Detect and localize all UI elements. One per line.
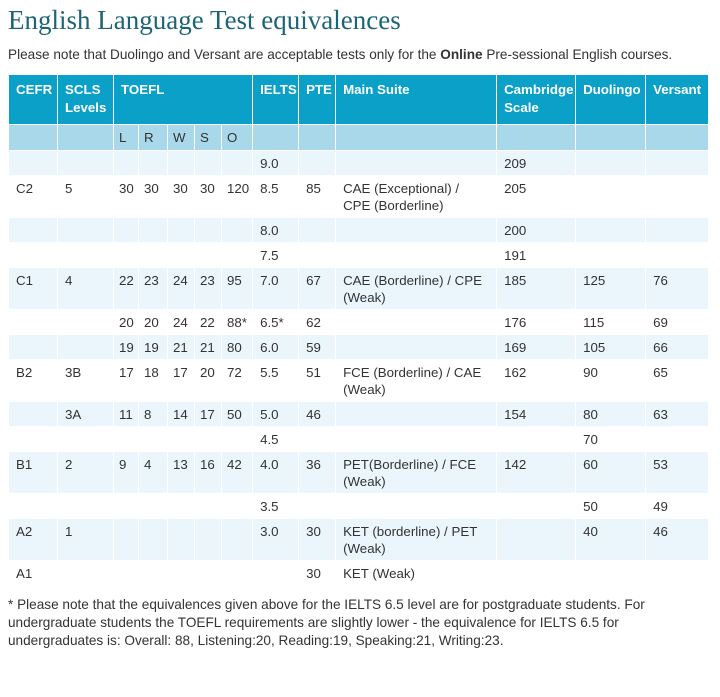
table-row (9, 402, 709, 427)
cell-toefl-l (114, 427, 139, 452)
cell-toefl-o (222, 151, 253, 176)
cell-cambridge: 154 (497, 402, 576, 427)
cell-ielts: 8.0 (253, 218, 299, 243)
cell-versant: 69 (646, 310, 709, 335)
cell-pte (299, 427, 336, 452)
subheader-empty (299, 125, 336, 151)
cell-toefl-l: 30 (114, 176, 139, 218)
cell-toefl-o: 72 (222, 360, 253, 402)
cell-main-suite (336, 151, 497, 176)
cell-scls: 4 (58, 268, 114, 310)
equivalence-table (8, 74, 709, 586)
cell-cefr (9, 218, 58, 243)
cell-scls: 3B (58, 360, 114, 402)
cell-pte: 67 (299, 268, 336, 310)
header-main-suite: Main Suite (336, 75, 497, 125)
cell-toefl-o: 88* (222, 310, 253, 335)
cell-main-suite: CAE (Borderline) / CPE (Weak) (336, 268, 497, 310)
cell-cambridge: 200 (497, 218, 576, 243)
cell-scls (58, 335, 114, 360)
cell-versant (646, 151, 709, 176)
cell-cambridge: 205 (497, 176, 576, 218)
cell-toefl-o (222, 561, 253, 586)
cell-cambridge: 176 (497, 310, 576, 335)
cell-toefl-w (168, 151, 195, 176)
subheader-empty (253, 125, 299, 151)
cell-ielts (253, 561, 299, 586)
cell-duolingo (576, 151, 646, 176)
table-row (9, 310, 709, 335)
cell-toefl-l: 9 (114, 452, 139, 494)
cell-cefr: A2 (9, 519, 58, 561)
intro-text-before: Please note that Duolingo and Versant are acceptable tests only for the (8, 47, 441, 62)
cell-toefl-w (168, 519, 195, 561)
cell-duolingo: 115 (576, 310, 646, 335)
cell-pte: 30 (299, 561, 336, 586)
toefl-sub-writing: W (168, 125, 195, 151)
cell-toefl-l (114, 218, 139, 243)
cell-toefl-r: 18 (139, 360, 168, 402)
table-row (9, 176, 709, 218)
toefl-sub-overall: O (222, 125, 253, 151)
cell-toefl-r (139, 561, 168, 586)
header-toefl: TOEFL (114, 75, 253, 125)
cell-cambridge (497, 427, 576, 452)
cell-cefr (9, 427, 58, 452)
cell-toefl-r (139, 427, 168, 452)
cell-scls: 3A (58, 402, 114, 427)
cell-ielts: 3.5 (253, 494, 299, 519)
cell-main-suite (336, 427, 497, 452)
cell-toefl-s: 20 (195, 360, 222, 402)
cell-scls (58, 427, 114, 452)
cell-toefl-w (168, 561, 195, 586)
cell-toefl-s (195, 218, 222, 243)
cell-duolingo: 40 (576, 519, 646, 561)
cell-ielts: 4.0 (253, 452, 299, 494)
table-row (9, 268, 709, 310)
cell-ielts: 7.0 (253, 268, 299, 310)
cell-scls (58, 310, 114, 335)
header-duolingo: Duolingo (576, 75, 646, 125)
cell-cefr (9, 402, 58, 427)
cell-ielts: 4.5 (253, 427, 299, 452)
cell-toefl-o: 95 (222, 268, 253, 310)
cell-pte: 62 (299, 310, 336, 335)
cell-toefl-o (222, 243, 253, 268)
cell-toefl-l: 20 (114, 310, 139, 335)
intro-text-bold: Online (440, 47, 483, 62)
cell-duolingo: 50 (576, 494, 646, 519)
table-row (9, 335, 709, 360)
cell-cambridge: 191 (497, 243, 576, 268)
cell-main-suite (336, 243, 497, 268)
cell-pte: 46 (299, 402, 336, 427)
cell-toefl-r (139, 494, 168, 519)
cell-versant: 65 (646, 360, 709, 402)
cell-toefl-r (139, 218, 168, 243)
cell-toefl-w: 24 (168, 268, 195, 310)
cell-cambridge: 185 (497, 268, 576, 310)
cell-pte: 30 (299, 519, 336, 561)
cell-main-suite: PET(Borderline) / FCE (Weak) (336, 452, 497, 494)
table-row (9, 151, 709, 176)
cell-toefl-w (168, 427, 195, 452)
table-row (9, 519, 709, 561)
cell-toefl-r (139, 151, 168, 176)
cell-toefl-l (114, 519, 139, 561)
cell-cambridge (497, 519, 576, 561)
cell-toefl-s (195, 427, 222, 452)
cell-toefl-o: 80 (222, 335, 253, 360)
cell-toefl-s (195, 519, 222, 561)
cell-scls (58, 151, 114, 176)
cell-duolingo (576, 176, 646, 218)
cell-main-suite (336, 494, 497, 519)
cell-cefr (9, 335, 58, 360)
cell-toefl-w: 14 (168, 402, 195, 427)
cell-toefl-o (222, 427, 253, 452)
cell-pte (299, 243, 336, 268)
cell-toefl-o (222, 494, 253, 519)
table-row (9, 243, 709, 268)
header-cefr: CEFR (9, 75, 58, 125)
cell-versant: 63 (646, 402, 709, 427)
cell-versant (646, 243, 709, 268)
cell-cefr: B2 (9, 360, 58, 402)
cell-versant: 49 (646, 494, 709, 519)
cell-pte: 85 (299, 176, 336, 218)
cell-scls (58, 561, 114, 586)
cell-main-suite (336, 310, 497, 335)
cell-toefl-s: 23 (195, 268, 222, 310)
cell-duolingo (576, 561, 646, 586)
cell-ielts: 8.5 (253, 176, 299, 218)
toefl-sub-listening: L (114, 125, 139, 151)
cell-toefl-r (139, 243, 168, 268)
cell-cambridge: 169 (497, 335, 576, 360)
header-versant: Versant (646, 75, 709, 125)
toefl-sub-reading: R (139, 125, 168, 151)
subheader-empty (646, 125, 709, 151)
cell-duolingo (576, 218, 646, 243)
cell-pte (299, 151, 336, 176)
table-row (9, 360, 709, 402)
cell-scls (58, 243, 114, 268)
cell-pte (299, 494, 336, 519)
cell-main-suite (336, 402, 497, 427)
cell-cambridge: 142 (497, 452, 576, 494)
cell-duolingo: 80 (576, 402, 646, 427)
cell-cefr (9, 243, 58, 268)
intro-note (8, 45, 712, 67)
cell-pte: 59 (299, 335, 336, 360)
toefl-sub-speaking: S (195, 125, 222, 151)
cell-cambridge (497, 561, 576, 586)
cell-pte: 36 (299, 452, 336, 494)
table-row (9, 452, 709, 494)
toefl-subheader-row (9, 125, 709, 151)
subheader-empty (9, 125, 58, 151)
cell-versant (646, 176, 709, 218)
cell-toefl-s (195, 561, 222, 586)
cell-toefl-s: 16 (195, 452, 222, 494)
cell-scls (58, 218, 114, 243)
cell-toefl-s (195, 151, 222, 176)
cell-toefl-o (222, 218, 253, 243)
cell-cefr (9, 151, 58, 176)
subheader-empty (58, 125, 114, 151)
cell-duolingo: 90 (576, 360, 646, 402)
cell-duolingo: 125 (576, 268, 646, 310)
cell-toefl-s: 21 (195, 335, 222, 360)
cell-toefl-l (114, 151, 139, 176)
cell-ielts: 6.5* (253, 310, 299, 335)
cell-cefr (9, 310, 58, 335)
cell-main-suite (336, 335, 497, 360)
cell-toefl-s (195, 243, 222, 268)
subheader-empty (576, 125, 646, 151)
cell-ielts: 7.5 (253, 243, 299, 268)
cell-cambridge (497, 494, 576, 519)
cell-duolingo: 70 (576, 427, 646, 452)
cell-duolingo: 60 (576, 452, 646, 494)
cell-scls: 2 (58, 452, 114, 494)
cell-toefl-l: 22 (114, 268, 139, 310)
cell-toefl-w: 21 (168, 335, 195, 360)
cell-main-suite: KET (Weak) (336, 561, 497, 586)
cell-cefr (9, 494, 58, 519)
cell-versant: 53 (646, 452, 709, 494)
cell-versant (646, 218, 709, 243)
cell-toefl-w (168, 494, 195, 519)
table-row (9, 494, 709, 519)
cell-scls (58, 494, 114, 519)
cell-toefl-o (222, 519, 253, 561)
cell-cefr: C2 (9, 176, 58, 218)
cell-toefl-l (114, 494, 139, 519)
cell-toefl-w: 13 (168, 452, 195, 494)
cell-toefl-w (168, 243, 195, 268)
cell-cambridge: 162 (497, 360, 576, 402)
cell-toefl-r (139, 519, 168, 561)
cell-main-suite: KET (borderline) / PET (Weak) (336, 519, 497, 561)
header-row (9, 75, 709, 125)
cell-main-suite (336, 218, 497, 243)
cell-toefl-o: 42 (222, 452, 253, 494)
cell-toefl-r: 4 (139, 452, 168, 494)
header-cambridge-scale: Cambridge Scale (497, 75, 576, 125)
intro-text-after: Pre-sessional English courses. (482, 47, 673, 62)
footnote: * Please note that the equivalences given above for the IELTS 6.5 level are for postgraduate students. For undergraduate students the TOEFL requirements are slightly lower - the equivalence for IELTS 6.5 for undergraduates is: Overall: 88, Listening:20, Reading:19, Speaking:21, Writing:23. (8, 597, 645, 648)
cell-toefl-l: 11 (114, 402, 139, 427)
cell-toefl-l: 17 (114, 360, 139, 402)
cell-cefr: C1 (9, 268, 58, 310)
cell-toefl-l (114, 561, 139, 586)
cell-ielts: 5.0 (253, 402, 299, 427)
cell-cefr: A1 (9, 561, 58, 586)
cell-versant: 46 (646, 519, 709, 561)
cell-versant: 76 (646, 268, 709, 310)
subheader-empty (497, 125, 576, 151)
cell-duolingo (576, 243, 646, 268)
cell-scls: 1 (58, 519, 114, 561)
cell-toefl-s: 17 (195, 402, 222, 427)
cell-main-suite: FCE (Borderline) / CAE (Weak) (336, 360, 497, 402)
cell-toefl-s: 22 (195, 310, 222, 335)
cell-ielts: 5.5 (253, 360, 299, 402)
table-row (9, 561, 709, 586)
cell-toefl-o: 50 (222, 402, 253, 427)
cell-ielts: 3.0 (253, 519, 299, 561)
cell-toefl-w: 24 (168, 310, 195, 335)
page-title: English Language Test equivalences (8, 5, 401, 35)
table-body (9, 151, 709, 586)
header-ielts: IELTS (253, 75, 299, 125)
cell-toefl-o: 120 (222, 176, 253, 218)
cell-cefr: B1 (9, 452, 58, 494)
cell-toefl-l: 19 (114, 335, 139, 360)
cell-toefl-l (114, 243, 139, 268)
cell-pte (299, 218, 336, 243)
header-pte: PTE (299, 75, 336, 125)
cell-toefl-r: 23 (139, 268, 168, 310)
cell-pte: 51 (299, 360, 336, 402)
cell-toefl-r: 20 (139, 310, 168, 335)
cell-versant (646, 561, 709, 586)
cell-toefl-w: 17 (168, 360, 195, 402)
cell-versant: 66 (646, 335, 709, 360)
cell-cambridge: 209 (497, 151, 576, 176)
cell-scls: 5 (58, 176, 114, 218)
cell-toefl-r: 19 (139, 335, 168, 360)
cell-toefl-s (195, 494, 222, 519)
table-row (9, 218, 709, 243)
cell-ielts: 6.0 (253, 335, 299, 360)
cell-toefl-w: 30 (168, 176, 195, 218)
cell-main-suite: CAE (Exceptional) / CPE (Borderline) (336, 176, 497, 218)
cell-toefl-r: 8 (139, 402, 168, 427)
table-row (9, 427, 709, 452)
cell-versant (646, 427, 709, 452)
subheader-empty (336, 125, 497, 151)
cell-toefl-w (168, 218, 195, 243)
header-scls-levels: SCLS Levels (58, 75, 114, 125)
cell-duolingo: 105 (576, 335, 646, 360)
cell-toefl-s: 30 (195, 176, 222, 218)
cell-toefl-r: 30 (139, 176, 168, 218)
cell-ielts: 9.0 (253, 151, 299, 176)
